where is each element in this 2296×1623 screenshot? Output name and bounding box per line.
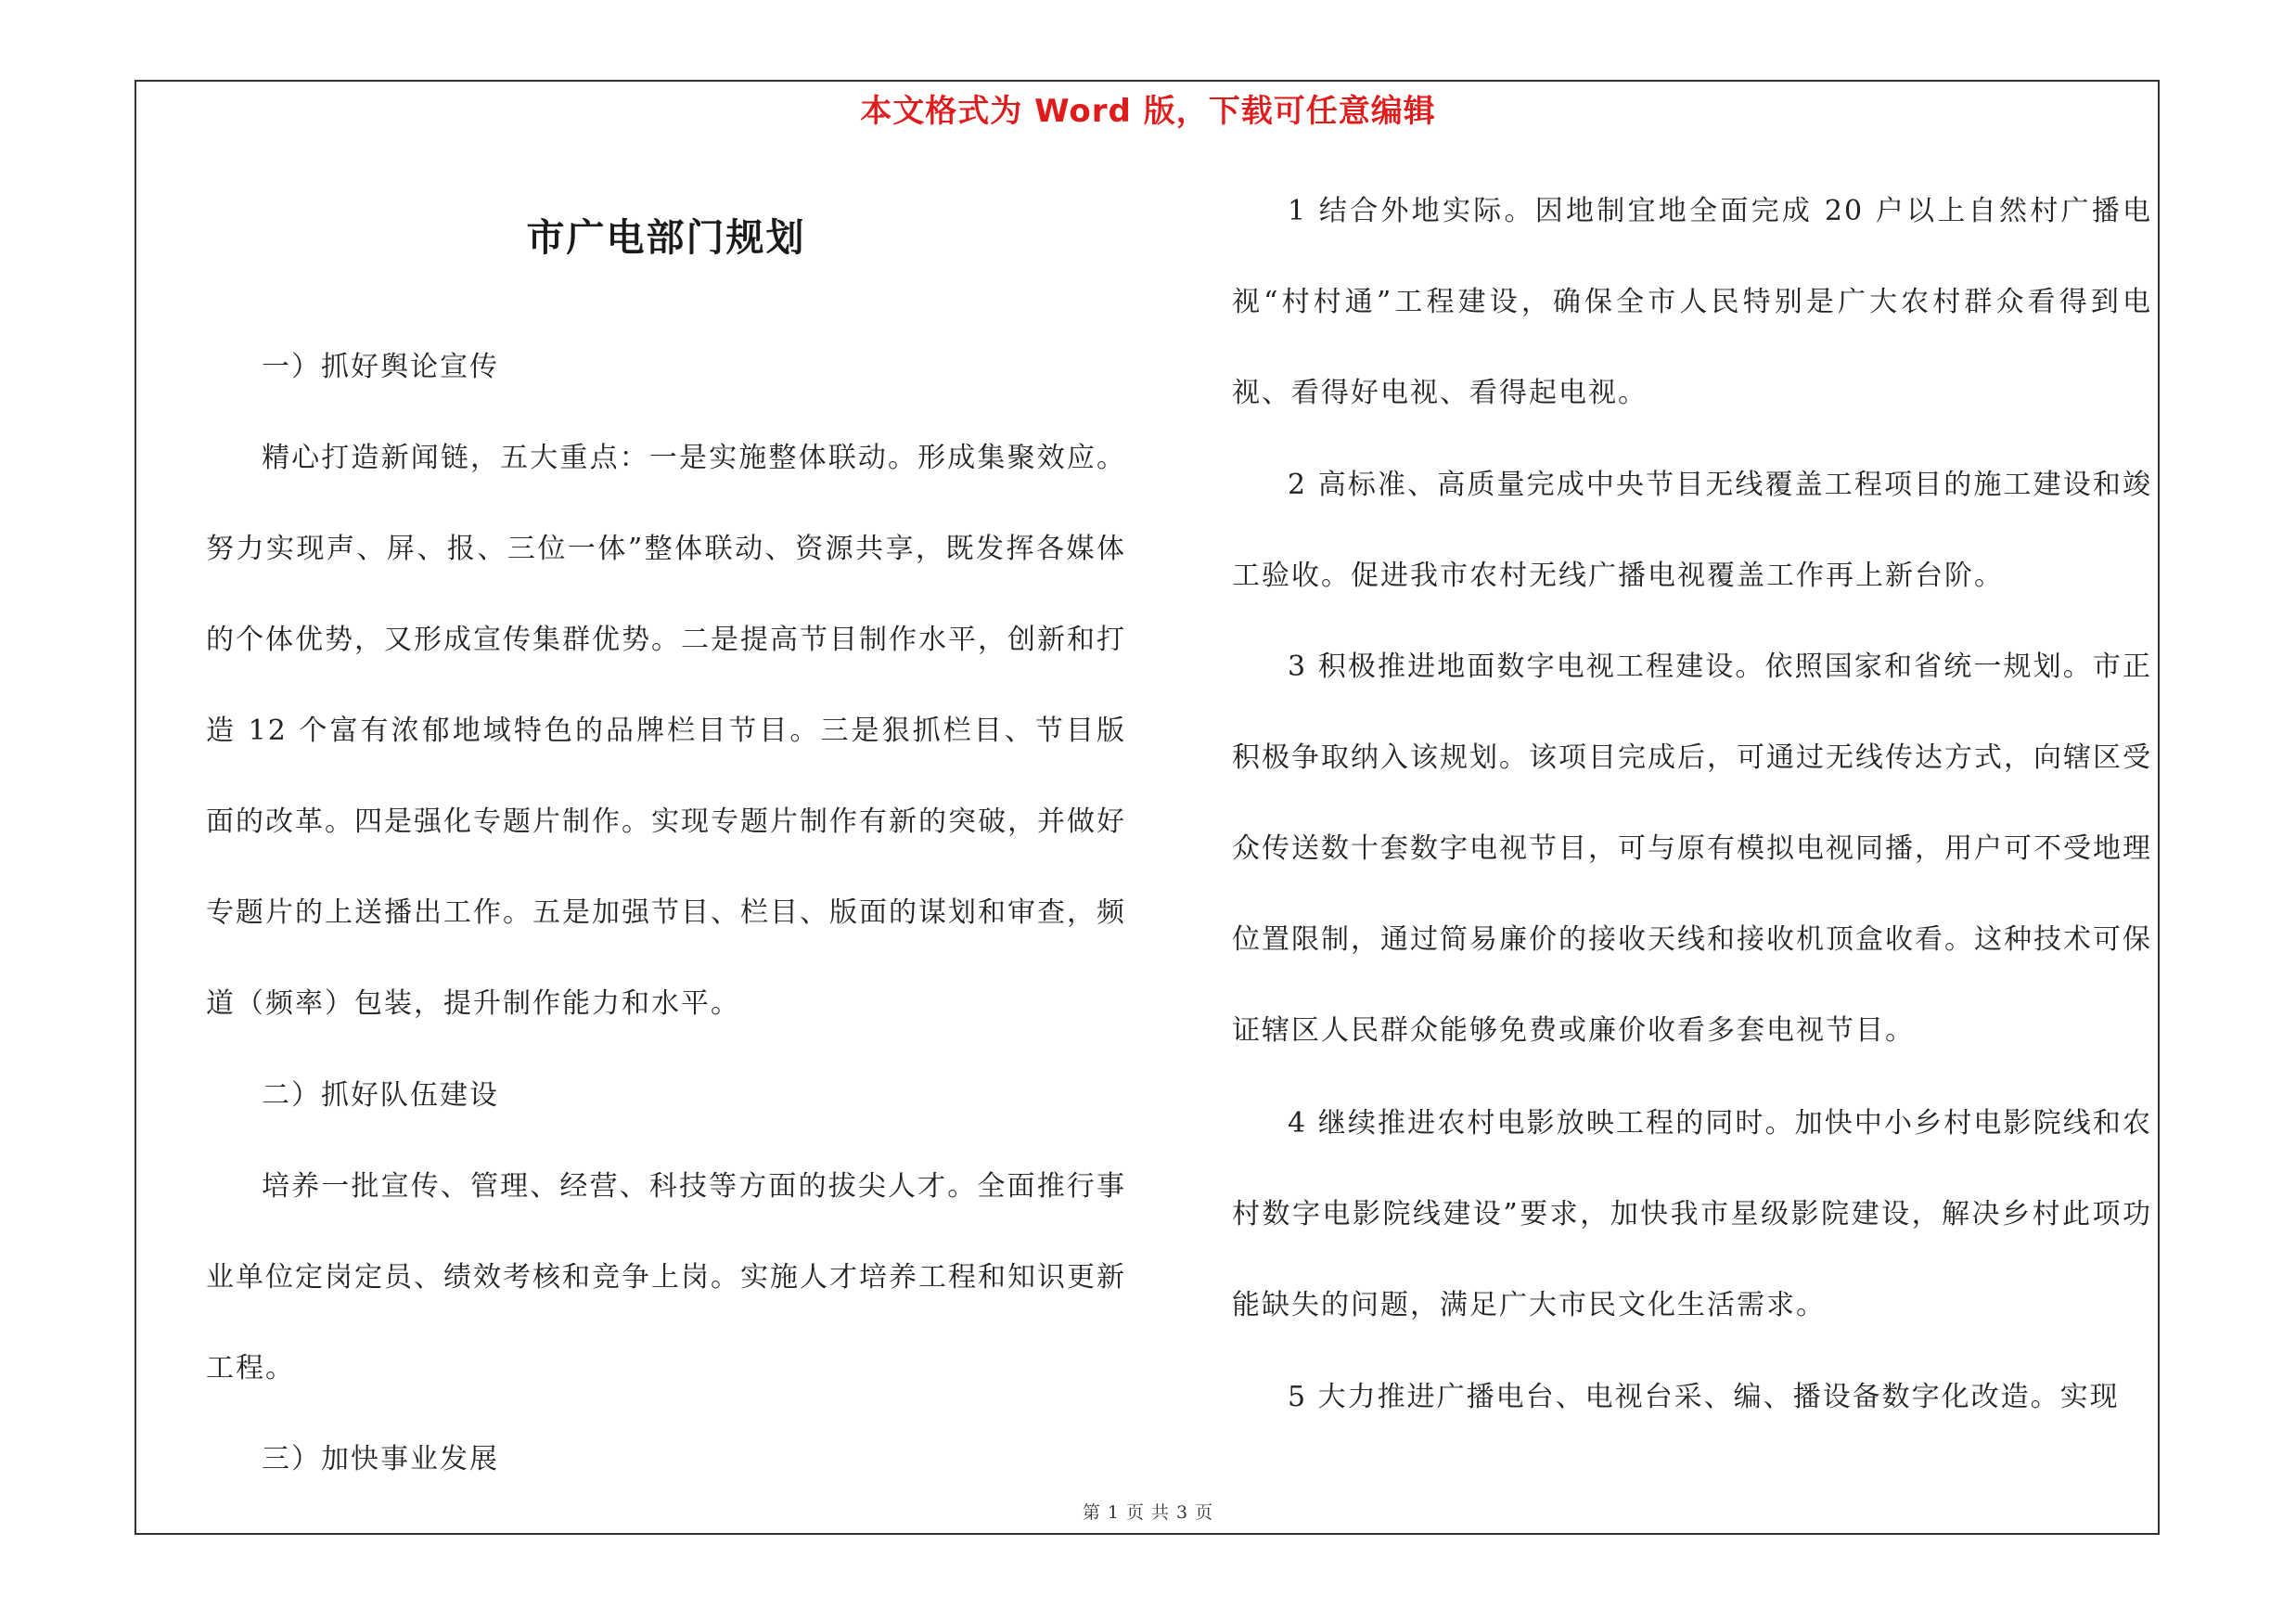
item-4: 4 继续推进农村电影放映工程的同时。加快中小乡村电影院线和农村数字电影院线建设”要求，加快我市星级影院建设，解决乡村此项功能缺失的问题，满足广大市民文化生活需求。 xyxy=(1232,1107,2152,1321)
page-number-footer: 第 1 页 共 3 页 xyxy=(1082,1502,1214,1523)
item-3: 3 积极推进地面数字电视工程建设。依照国家和省统一规划。市正积极争取纳入该规划。该项目完成后，可通过无线传达方式，向辖区受众传送数十套数字电视节目，可与原有模拟电视同播，用户可不受地理位置限制，通过简易廉价的接收天线和接收机顶盒收看。这种技术可保证辖区人民群众能够免费或廉价收看多套电视节目。 xyxy=(1232,650,2152,1047)
paragraph-team: 培养一批宣传、管理、经营、科技等方面的拔尖人才。全面推行事业单位定岗定员、绩效考核和竞争上岗。实施人才培养工程和知识更新工程。 xyxy=(206,1170,1126,1385)
section-heading-1: 一）抓好舆论宣传 xyxy=(262,351,499,383)
item-1: 1 结合外地实际。因地制宜地全面完成 20 户以上自然村广播电视“村村通”工程建设，确保全市人民特别是广大农村群众看得到电视、看得好电视、看得起电视。 xyxy=(1232,195,2152,409)
format-banner: 本文格式为 Word 版，下载可任意编辑 xyxy=(860,93,1436,130)
paragraph-publicity: 精心打造新闻链，五大重点：一是实施整体联动。形成集聚效应。努力实现声、屏、报、三位一体”整体联动、资源共享，既发挥各媒体的个体优势，又形成宣传集群优势。二是提高节目制作水平，创新和打造 12 个富有浓郁地域特色的品牌栏目节目。三是狠抓栏目、节目版面的改革。四是强化专题片制作。实现专题片制作有新的突破，并做好专题片的上送播出工作。五是加强节目、栏目、版面的谋划和审查，频道（频率）包装，提升制作能力和水平。 xyxy=(206,442,1126,1020)
section-heading-3: 三）加快事业发展 xyxy=(262,1443,499,1475)
section-heading-2: 二）抓好队伍建设 xyxy=(262,1079,499,1112)
document-title: 市广电部门规划 xyxy=(526,215,806,260)
item-5: 5 大力推进广播电台、电视台采、编、播设备数字化改造。实现 xyxy=(1288,1381,2120,1413)
item-2: 2 高标准、高质量完成中央节目无线覆盖工程项目的施工建设和竣工验收。促进我市农村无线广播电视覆盖工作再上新台阶。 xyxy=(1232,469,2152,592)
